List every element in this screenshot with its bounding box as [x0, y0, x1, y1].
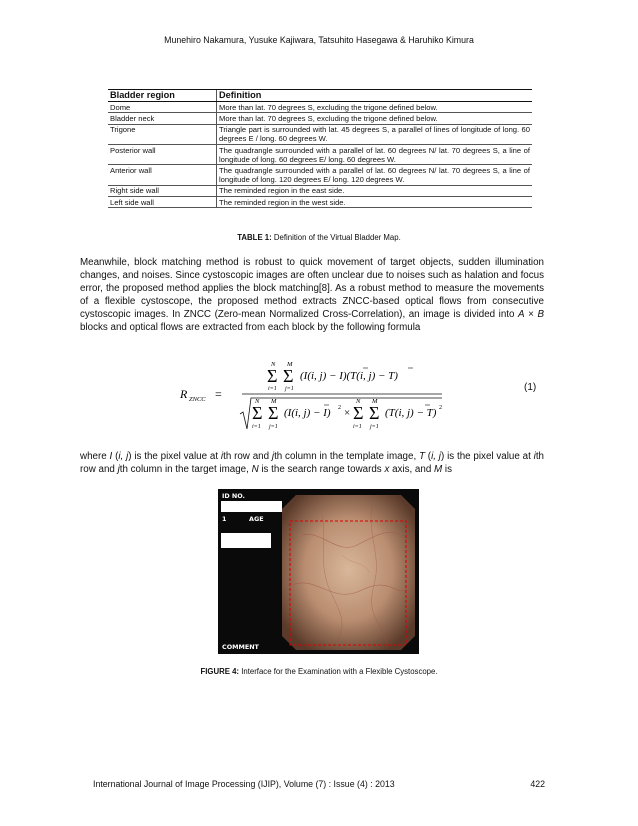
- sum-lower-i: i=1: [252, 424, 261, 430]
- variable: j: [271, 451, 275, 462]
- paragraph-text: is: [442, 463, 452, 475]
- table-row: [108, 124, 532, 144]
- equation-lhs: R: [180, 387, 188, 401]
- denominator-left: (I(i, j) − I): [284, 407, 331, 419]
- table-row: [108, 185, 532, 196]
- paragraph-text: where: [80, 451, 110, 462]
- paragraph-text: th column in the target image,: [119, 463, 252, 475]
- variable-a: A: [518, 308, 525, 320]
- sigma-symbol: Σ: [283, 366, 294, 386]
- paragraph-text: blocks and optical flows are extracted from each block by the following formula: [80, 321, 421, 333]
- sigma-symbol: Σ: [369, 403, 380, 423]
- region-cell: Posterior wall: [108, 145, 217, 165]
- sum-upper-n: N: [255, 398, 260, 405]
- column-header-region: Bladder region: [108, 90, 217, 102]
- table-row: [108, 197, 532, 208]
- sigma-symbol: Σ: [268, 403, 279, 423]
- bladder-view: [282, 495, 415, 650]
- paragraph-text: (: [112, 451, 119, 462]
- paragraph-text: is the search range towards: [258, 463, 385, 475]
- region-cell: Left side wall: [108, 197, 217, 208]
- definition-table: [108, 89, 532, 208]
- sum-lower-j: j=1: [285, 386, 294, 392]
- paragraph-text: Meanwhile, block matching method is robust to quick movement of target objects, sudden illumination changes, and noises. Since cystoscopic images are often unclear due to noises such as halation and focus error, the proposed method applies the block matching[8]. As a robust method to measure the movements of a flexible cystoscope, the proposed method extracts ZNCC-based optical flows from consecutive cystoscopic images. In ZNCC (Zero-mean Normalized Cross-Correlation), an image is divided into: [80, 257, 544, 320]
- age-box: [221, 533, 271, 548]
- paragraph-text: (: [424, 451, 432, 462]
- sum-lower-j: j=1: [269, 424, 278, 430]
- sigma-symbol: Σ: [267, 366, 278, 386]
- sum-lower-j: j=1: [370, 424, 379, 430]
- equation-lhs-subscript: ZNCC: [189, 396, 206, 403]
- variable: M: [434, 463, 443, 475]
- definition-cell: More than lat. 70 degrees S, excluding the trigone defined below.: [217, 113, 533, 124]
- running-header: Munehiro Nakamura, Yusuke Kajiwara, Tatsuhito Hasegawa & Haruhiko Kimura: [164, 35, 474, 45]
- variable: i: [533, 451, 536, 462]
- sum-upper-n: N: [271, 361, 276, 368]
- sum-upper-m: M: [287, 361, 293, 368]
- paragraph-text: ) is the pixel value at: [440, 451, 534, 462]
- paragraph-text: th row and: [80, 451, 544, 475]
- definition-cell: The quadrangle surrounded with a parallel of lat. 60 degrees N/ lat. 70 degrees S, a line of longitude of long. 60 degrees E/ long. 60 degrees W.: [217, 145, 533, 165]
- age-label: AGE: [249, 515, 264, 523]
- variable: T: [419, 451, 425, 462]
- sigma-symbol: Σ: [353, 403, 364, 423]
- numerator-expression: (I(i, j) − I)(T(i, j) − T): [300, 370, 398, 382]
- cystoscope-interface-figure: [218, 489, 419, 654]
- region-cell: Right side wall: [108, 185, 217, 196]
- sum-upper-n: N: [356, 398, 361, 405]
- variable: j: [117, 463, 120, 475]
- square-exponent: 2: [338, 405, 341, 411]
- definition-cell: The reminded region in the east side.: [217, 185, 533, 196]
- id-number-label: ID NO.: [222, 492, 245, 500]
- body-paragraph-2: [80, 451, 544, 477]
- square-exponent: 2: [439, 405, 442, 411]
- definition-cell: More than lat. 70 degrees S, excluding the trigone defined below.: [217, 102, 533, 113]
- times-symbol: ×: [524, 308, 538, 320]
- variable: x: [384, 463, 390, 475]
- table-row: [108, 145, 532, 165]
- figure-caption-text: Interface for the Examination with a Flexible Cystoscope.: [239, 667, 438, 676]
- comment-label: COMMENT: [222, 643, 259, 651]
- definition-cell: Triangle part is surrounded with lat. 45 degrees S, a parallel of lines of longitude of long. 60 degrees E / long. 60 degrees W.: [217, 124, 533, 144]
- column-header-definition: Definition: [217, 90, 533, 102]
- variable: i, j: [118, 451, 129, 462]
- equation-number: (1): [524, 382, 537, 393]
- variable: i: [220, 451, 224, 462]
- page-footer: [93, 779, 545, 789]
- paragraph-text: th column in the template image,: [274, 451, 419, 462]
- definition-cell: The reminded region in the west side.: [217, 197, 533, 208]
- zncc-equation: [180, 354, 480, 434]
- times-symbol: ×: [344, 407, 351, 419]
- journal-citation: International Journal of Image Processing (IJIP), Volume (7) : Issue (4) : 2013: [93, 779, 395, 789]
- region-cell: Bladder neck: [108, 113, 217, 124]
- table-row: [108, 113, 532, 124]
- region-cell: Anterior wall: [108, 165, 217, 185]
- id-number-box: [221, 501, 282, 512]
- sum-lower-i: i=1: [268, 386, 277, 392]
- equals-sign: =: [215, 387, 222, 401]
- variable: I: [109, 451, 113, 462]
- cystoscopic-image: [282, 495, 415, 650]
- index-label: 1: [222, 515, 227, 523]
- page-number: 422: [530, 779, 545, 789]
- denominator-right: (T(i, j) − T): [385, 407, 437, 419]
- table-caption-text: Definition of the Virtual Bladder Map.: [271, 233, 401, 242]
- table-row: [108, 102, 532, 113]
- sum-upper-m: M: [271, 398, 277, 405]
- region-cell: Dome: [108, 102, 217, 113]
- figure-caption: [0, 667, 638, 676]
- paragraph-text: axis, and: [389, 463, 434, 475]
- table-row: [108, 165, 532, 185]
- sum-lower-i: i=1: [353, 424, 362, 430]
- definition-cell: The quadrangle surrounded with a parallel of lat. 60 degrees N/ lat. 70 degrees S, a line of longitude of long. 120 degrees E/ long. 120 degrees W.: [217, 165, 533, 185]
- figure-caption-label: FIGURE 4:: [200, 667, 240, 676]
- table-header-row: [108, 90, 532, 102]
- variable: i, j: [431, 451, 441, 462]
- sigma-symbol: Σ: [252, 403, 263, 423]
- variable-b: B: [537, 308, 544, 320]
- variable: N: [251, 463, 259, 475]
- table-caption-label: TABLE 1:: [237, 233, 272, 242]
- sum-upper-m: M: [372, 398, 378, 405]
- region-cell: Trigone: [108, 124, 217, 144]
- body-paragraph-1: [80, 257, 544, 334]
- paragraph-text: th row and: [223, 451, 272, 462]
- table-caption: [0, 233, 638, 242]
- paragraph-text: ) is the pixel value at: [128, 451, 221, 462]
